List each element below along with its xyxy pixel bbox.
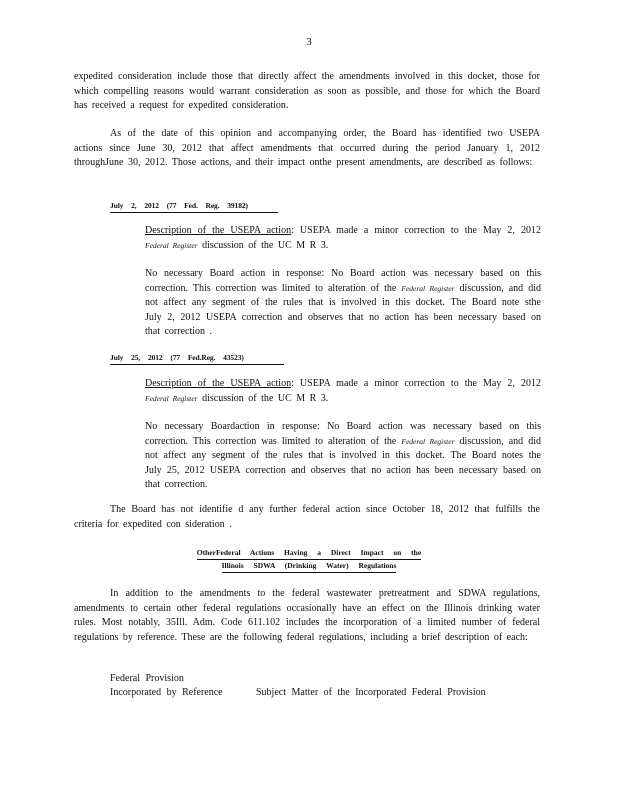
- description-label: Description of the USEPA action: [145, 225, 292, 236]
- other-federal-heading: [150, 547, 468, 573]
- further-action-paragraph: The Board has not identifie d any further federal action since October 18, 2012 that fulfills the criteria for expedited con sideration .: [74, 504, 540, 530]
- action-heading-2: July 25, 2012 (77 Fed.Reg. 43523): [110, 352, 284, 365]
- action-2-response: No necessary Boardaction in response: No Board action was necessary based on this correction. This correction was limited to alteration of the Federal Register discussion, and did not affect any segment of the rules that is involved in this docket. The Board notes the July 25, 2012 USEPA correction and observes that no action has been necessary based on that correction.: [145, 421, 541, 491]
- table-header-col2: Subject Matter of the Incorporated Federal Provision: [256, 687, 486, 698]
- actions-paragraph: As of the date of this opinion and accompanying order, the Board has identified two USEPA actions since June 30, 2012 that affect amendments that occurred during the period January 1, 2012 throughJune 30, 2012. Those actions, and their impact onthe present amendments, are described as follows:: [74, 128, 540, 169]
- description-label: Description of the USEPA action: [145, 378, 292, 389]
- other-heading-line-2: Illinois SDWA (Drinking Water) Regulations: [222, 560, 397, 573]
- table-header-col1-line2: Incorporated by Reference: [110, 687, 223, 698]
- action-2-description: Description of the USEPA action: USEPA made a minor correction to the May 2, 2012 Federal Register discussion of the UC M R 3.: [145, 378, 541, 404]
- action-heading-1: July 2, 2012 (77 Fed. Reg. 39182): [110, 200, 278, 213]
- action-1-response: No necessary Board action in response: No Board action was necessary based on this correction. This correction was limited to alteration of the Federal Register discussion, and did not affect any segment of the rules that is involved in this docket. The Board note sthe July 2, 2012 USEPA correction and observes that no action has been necessary based on that correction .: [145, 268, 541, 338]
- response-label: No necessary Boardaction in response: [145, 421, 317, 432]
- other-heading-line-1: OtherFederal Actions Having a Direct Impact on the: [197, 547, 421, 560]
- table-header-col1-line1: Federal Provision: [110, 673, 184, 684]
- response-label: No necessary Board action in response: [145, 268, 322, 279]
- intro-paragraph: expedited consideration include those that directly affect the amendments involved in this docket, those for which compelling reasons would warrant consideration as soon as possible, and those for which the Board has received a request for expedited consideration.: [74, 71, 540, 112]
- amendments-paragraph: In addition to the amendments to the federal wastewater pretreatment and SDWA regulations, amendments to certain other federal regulations occasionally have an effect on the Illinois drinking water rules. Most notably, 35Ill. Adm. Code 611.102 includes the incorporation of a limited number of federal regulations by reference. These are the following federal regulations, including a brief description of each:: [74, 588, 540, 643]
- page-number: 3: [306, 36, 312, 48]
- action-1-description: Description of the USEPA action: USEPA made a minor correction to the May 2, 2012 Federal Register discussion of the UC M R 3.: [145, 225, 541, 251]
